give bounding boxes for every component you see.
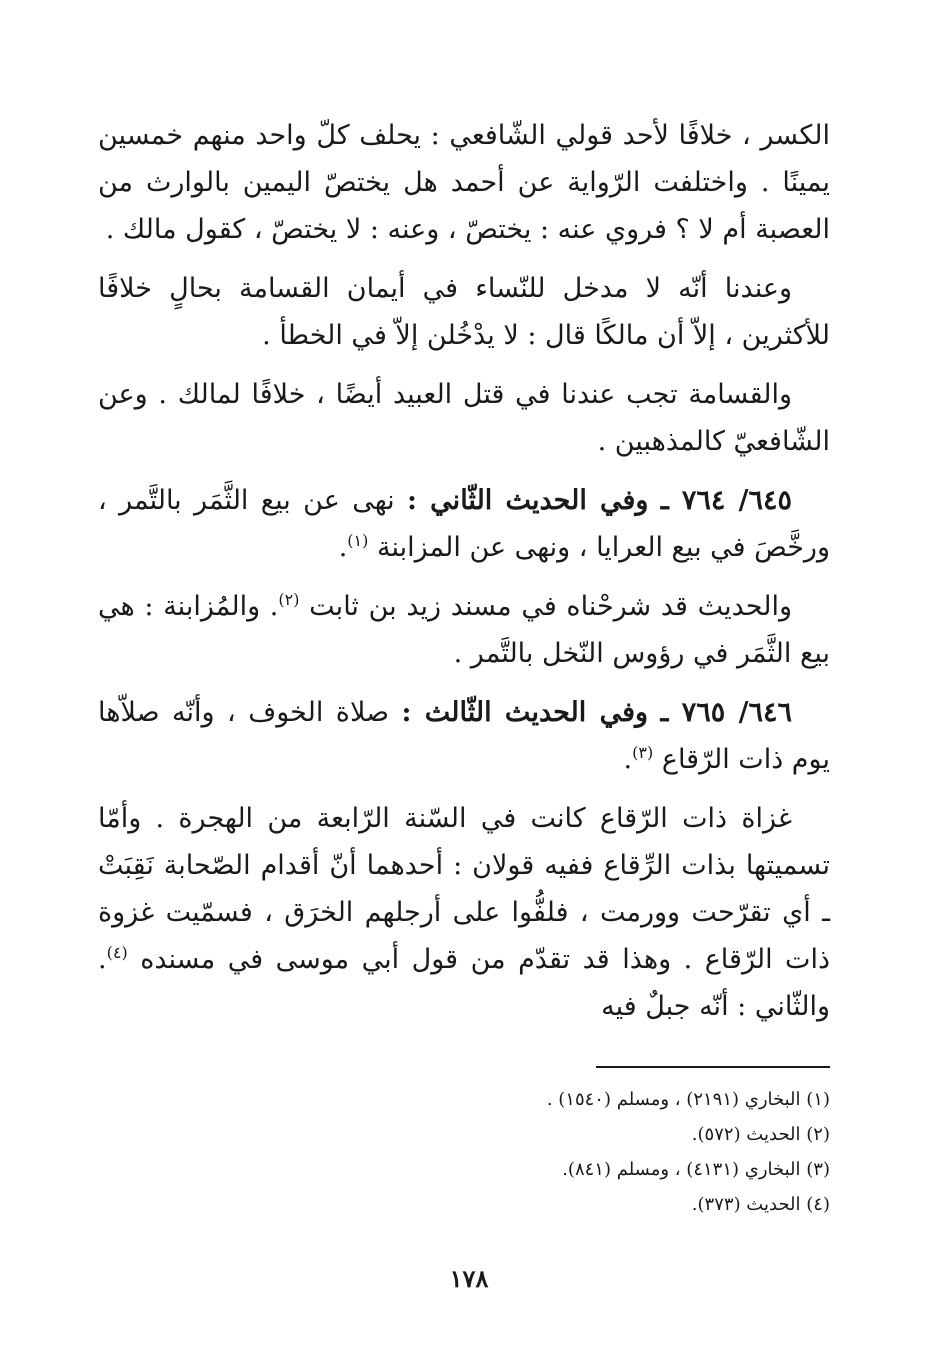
paragraph-text: والقسامة تجب عندنا في قتل العبيد أيضًا ، خلافًا لمالك . وعن الشّافعيّ كالمذهبين .	[98, 379, 830, 457]
hadith-646	[98, 689, 830, 783]
footnote-reference[interactable]: (٣)	[632, 743, 654, 762]
footnote-reference[interactable]: (٢)	[278, 590, 300, 609]
page-number: ١٧٨	[449, 1264, 489, 1293]
paragraph-dhat-al-riqa	[98, 795, 830, 1030]
paragraph-text: الكسر ، خلافًا لأحد قولي الشّافعي : يحلف كلّ واحد منهم خمسين يمينًا . واختلفت الرّواية عن أحمد هل يختصّ اليمين بالوارث من العصبة أم لا ؟ فروي عنه : يختصّ ، وعنه : لا يختصّ ، كقول مالك .	[98, 120, 830, 245]
paragraph-oath-continuation	[98, 112, 830, 253]
footnotes-section	[98, 1082, 830, 1222]
paragraph-qasama-slaves	[98, 371, 830, 465]
footnote-2: (٢) الحديث (٥٧٢).	[691, 1124, 830, 1145]
hadith-number: ٦٤٦/ ٧٦٥ ـ	[660, 697, 792, 728]
paragraph-text-continued: . والمُزابنة : هي بيع الثَّمَر في رؤوس النّخل بالتَّمر .	[98, 591, 830, 669]
footnote-1: (١) البخاري (٢١٩١) ، ومسلم (١٥٤٠) .	[546, 1089, 830, 1110]
paragraph-women-in-qasama	[98, 265, 830, 359]
hadith-title: وفي الحديث الثّاني :	[407, 485, 649, 516]
hadith-text: صلاة الخوف ، وأنّه صلاّها يوم ذات الرّقاع	[98, 697, 830, 775]
hadith-text: نهى عن بيع الثَّمَر بالتَّمر ، ورخَّصَ في بيع العرايا ، ونهى عن المزابنة	[98, 485, 830, 563]
footnote-reference[interactable]: (١)	[347, 531, 369, 550]
paragraph-text-continued: . والثّاني : أنّه جبلٌ فيه	[98, 944, 830, 1022]
paragraph-text: غزاة ذات الرّقاع كانت في السّنة الرّابعة من الهجرة . وأمّا تسميتها بذات الرِّقاع ففيه قولان : أحدهما أنّ أقدام الصّحابة نَقِبَتْ ـ أي تقرّحت وورمت ، فلفُّوا على أرجلهم الخرَق ، فسمّيت غزوة ذات الرّقاع . وهذا قد تقدّم من قول أبي موسى في مسنده	[98, 803, 830, 975]
paragraph-muzabana-explanation	[98, 583, 830, 677]
footnote-3: (٣) البخاري (٤١٣١) ، ومسلم (٨٤١).	[562, 1159, 830, 1180]
hadith-title: وفي الحديث الثّالث :	[401, 697, 649, 728]
footnote-divider	[596, 1066, 830, 1068]
sentence-end: .	[338, 532, 348, 563]
footnote-reference[interactable]: (٤)	[106, 943, 128, 962]
paragraph-text: والحديث قد شرحْناه في مسند زيد بن ثابت	[309, 591, 792, 622]
hadith-645	[98, 477, 830, 571]
hadith-number: ٦٤٥/ ٧٦٤ ـ	[660, 485, 792, 516]
paragraph-text: وعندنا أنّه لا مدخل للنّساء في أيمان القسامة بحالٍ خلافًا للأكثرين ، إلاّ أن مالكًا قال : لا يدْخُلن إلاّ في الخطأ .	[98, 273, 830, 351]
footnote-4: (٤) الحديث (٣٧٣).	[691, 1194, 830, 1215]
sentence-end: .	[623, 744, 633, 775]
main-text-body	[98, 112, 830, 1042]
